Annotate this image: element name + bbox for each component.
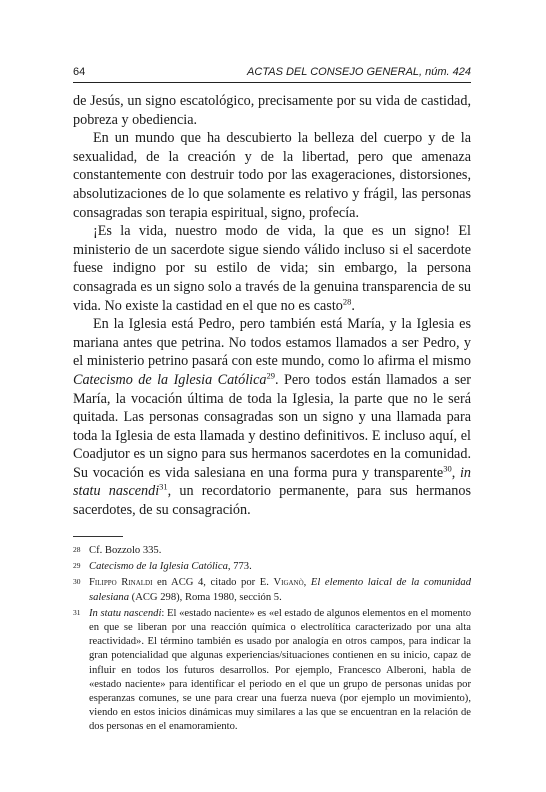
footnote-italic: Catecismo de la Iglesia Católica bbox=[89, 561, 228, 573]
footnote-number: 30 bbox=[73, 577, 81, 587]
footnote-number: 31 bbox=[73, 607, 81, 617]
footnote-30 bbox=[73, 576, 471, 604]
page-number: 64 bbox=[73, 66, 86, 78]
footnote-number: 28 bbox=[73, 545, 81, 554]
footnote-text: Cf. Bozzolo 335. bbox=[89, 545, 162, 556]
footnotes bbox=[73, 544, 471, 737]
latin-phrase: in statu nascendi bbox=[73, 464, 471, 500]
paragraph-4-text-d: , un recordatorio permanente, para sus hermanos sacerdotes, de su consagración. bbox=[73, 483, 471, 519]
footnote-number: 29 bbox=[73, 561, 81, 571]
footnote-rule bbox=[73, 536, 123, 537]
work-title: El elemento laical de la comunidad salesiana bbox=[89, 577, 471, 603]
footnote-text: (ACG 298), Roma 1980, sección 5. bbox=[129, 591, 282, 603]
footnote-ref-31[interactable]: 31 bbox=[159, 481, 168, 492]
paragraph-3-end: . bbox=[351, 297, 355, 314]
footnote-ref-30[interactable]: 30 bbox=[443, 463, 452, 474]
footnote-text: en ACG 4, citado por E. bbox=[152, 577, 274, 589]
paragraph-4-text-c: , bbox=[451, 464, 460, 481]
paragraph-3-text: ¡Es la vida, nuestro modo de vida, la que es un signo! El ministerio de un sacerdote sigue siendo válido incluso si el sacerdote fuese indigno por su estilo de vida; sin embargo, la persona consagrada es un signo solo a través de la genuina transparencia de su vida. No existe la castidad en el que no es casto bbox=[73, 223, 471, 314]
header-rule bbox=[73, 82, 471, 83]
paragraph-4 bbox=[73, 315, 471, 520]
author-name: Viganò bbox=[273, 577, 304, 589]
author-name: Filippo Rinaldi bbox=[89, 577, 153, 589]
paragraph-1: de Jesús, un signo escatológico, precisamente por su vida de castidad, pobreza y obediencia. bbox=[73, 93, 471, 128]
footnote-ref-29[interactable]: 29 bbox=[266, 370, 275, 381]
main-text bbox=[73, 92, 471, 520]
running-header bbox=[73, 66, 471, 82]
paragraph-4-text-b: . Pero todos están llamados a ser María, la vocación última de toda la Iglesia, la parte que no le será quitada. Las personas consagradas son un signo y una llamada para toda la Iglesia de esta llamada y destino definitivos. E incluso aquí, el Coadjutor es un signo para sus hermanos sacerdotes en la comunidad. Su vocación es vida salesiana en una forma pura y transparente bbox=[73, 371, 471, 481]
footnote-29 bbox=[73, 560, 471, 574]
paragraph-2: En un mundo que ha descubierto la belleza del cuerpo y de la sexualidad, de la creación y de la libertad, pero que amenaza constantemente con destruir todo por las exageraciones, distorsiones, absolutizaciones de lo que solamente es relativo y frágil, las personas consagradas son terapia espiritual, signo, profecía. bbox=[73, 130, 471, 221]
running-title: ACTAS DEL CONSEJO GENERAL, núm. 424 bbox=[247, 66, 471, 78]
footnote-text: , 773. bbox=[227, 561, 252, 573]
catechism-title: Catecismo de la Iglesia Católica bbox=[73, 371, 267, 388]
footnote-ref-28[interactable]: 28 bbox=[342, 295, 352, 306]
paragraph-3 bbox=[73, 222, 471, 315]
paragraph-4-text-a: En la Iglesia está Pedro, pero también está María, y la Iglesia es mariana antes que petrina. No todos estamos llamados a ser Pedro, y el ministerio petrino pasará con este mundo, como lo afirma el mismo bbox=[73, 316, 471, 370]
footnote-28 bbox=[73, 544, 471, 558]
footnote-text: : El «estado naciente» es «el estado de algunos elementos en el momento en que se liberan por una reacción química o electrolítica caracterizado por una alta reactividad». El término también es usado por analogía en otros campos, para indicar la gran potencialidad que algunas experiencias/situaciones contienen en su inicio, capaz de influir en todos los futuros desarrollos. Por ejemplo, Francesco Alberoni, habla de «estado naciente» para identificar el periodo en el que un grupo de personas unidas por esperanzas comunes, se une para crear una fuerza nueva (por ejemplo un movimiento), viendo en estos inicios dinámicas muy similares a las que se encuentran en la relación de dos personas en el enamoramiento. bbox=[89, 607, 471, 733]
footnote-text: , bbox=[303, 577, 311, 589]
footnote-italic: In statu nascendi bbox=[89, 607, 162, 619]
footnote-31 bbox=[73, 607, 471, 735]
